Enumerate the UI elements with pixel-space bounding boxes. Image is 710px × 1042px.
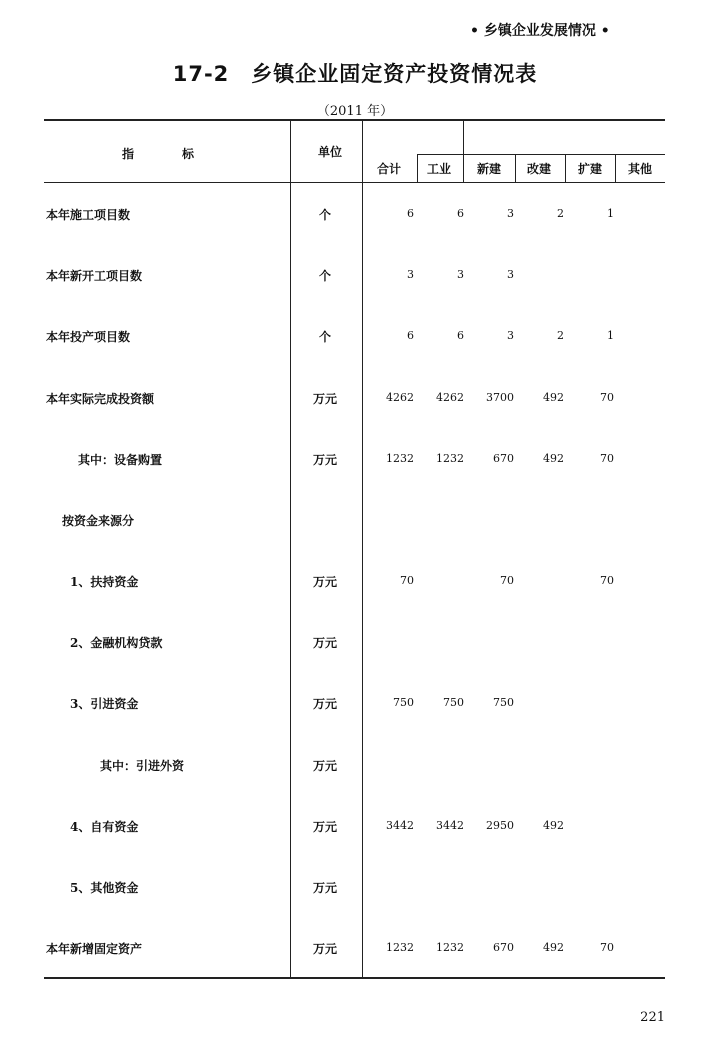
table-row (0, 326, 710, 346)
header-group-divider (463, 120, 464, 155)
col-header-total: 合计 (376, 162, 401, 176)
cell-expand: 70 (600, 941, 614, 954)
col-header-new: 新建 (476, 162, 501, 176)
cell-total: 4262 (386, 391, 414, 404)
row-unit: 万元 (312, 697, 337, 711)
row-label: 5、其他资金 (70, 881, 139, 895)
table-row (0, 816, 710, 836)
cell-total: 6 (407, 207, 414, 220)
row-label: 按资金来源分 (62, 514, 135, 528)
cell-renovate: 492 (543, 391, 564, 404)
cell-new: 3700 (486, 391, 514, 404)
cell-expand: 1 (607, 207, 614, 220)
cell-industry: 6 (457, 207, 464, 220)
table-row (0, 938, 710, 958)
row-unit: 万元 (312, 636, 337, 650)
col-header-other: 其他 (627, 162, 652, 176)
row-unit: 万元 (312, 575, 337, 589)
cell-new: 3 (507, 207, 514, 220)
cell-total: 1232 (386, 452, 414, 465)
row-label: 其中：引进外资 (100, 759, 185, 773)
cell-new: 670 (493, 941, 514, 954)
indicator-divider (290, 120, 291, 977)
header-bottom-rule (44, 182, 665, 183)
cell-total: 70 (400, 574, 414, 587)
row-unit: 万元 (312, 453, 337, 467)
table-bottom-rule (44, 977, 665, 979)
row-label: 本年实际完成投资额 (46, 392, 155, 406)
cell-total: 6 (407, 329, 414, 342)
table-row (0, 632, 710, 652)
table-row (0, 265, 710, 285)
cell-renovate: 2 (557, 329, 564, 342)
cell-renovate: 2 (557, 207, 564, 220)
row-unit: 个 (318, 208, 331, 222)
row-label: 本年施工项目数 (46, 208, 131, 222)
cell-expand: 70 (600, 574, 614, 587)
table-row (0, 449, 710, 469)
indicator-header: 指 标 (122, 147, 195, 161)
cell-new: 3 (507, 268, 514, 281)
table-row (0, 877, 710, 897)
cell-new: 670 (493, 452, 514, 465)
cell-total: 1232 (386, 941, 414, 954)
row-unit: 万元 (312, 881, 337, 895)
table-top-rule (44, 119, 665, 121)
cell-renovate: 492 (543, 819, 564, 832)
page-number: 221 (640, 1010, 665, 1025)
table-row (0, 388, 710, 408)
row-label: 4、自有资金 (70, 820, 139, 834)
row-label: 2、金融机构贷款 (70, 636, 163, 650)
year-label: （2011 年） (316, 104, 394, 119)
cell-new: 70 (500, 574, 514, 587)
col-header-industry: 工业 (426, 162, 451, 176)
table-row (0, 204, 710, 224)
row-label: 其中：设备购置 (78, 453, 163, 467)
row-unit: 个 (318, 330, 331, 344)
cell-renovate: 492 (543, 452, 564, 465)
row-unit: 万元 (312, 820, 337, 834)
cell-expand: 70 (600, 391, 614, 404)
cell-expand: 1 (607, 329, 614, 342)
section-header: • 乡镇企业发展情况 • (470, 23, 610, 39)
row-label: 本年投产项目数 (46, 330, 131, 344)
cell-new: 2950 (486, 819, 514, 832)
col-header-renovate: 改建 (526, 162, 551, 176)
cell-industry: 3442 (436, 819, 464, 832)
table-number: 17-2 (172, 62, 230, 86)
cell-renovate: 492 (543, 941, 564, 954)
row-label: 本年新开工项目数 (46, 269, 143, 283)
cell-industry: 4262 (436, 391, 464, 404)
row-unit: 万元 (312, 759, 337, 773)
cell-industry: 6 (457, 329, 464, 342)
page-title (0, 58, 710, 88)
row-label: 3、引进资金 (70, 697, 139, 711)
unit-divider (362, 120, 363, 977)
row-unit: 万元 (312, 392, 337, 406)
cell-new: 3 (507, 329, 514, 342)
cell-total: 750 (393, 696, 414, 709)
table-row (0, 571, 710, 591)
cell-new: 750 (493, 696, 514, 709)
subheader-rule (417, 154, 665, 155)
cell-industry: 3 (457, 268, 464, 281)
row-unit: 个 (318, 269, 331, 283)
table-row (0, 693, 710, 713)
cell-industry: 1232 (436, 452, 464, 465)
table-row (0, 510, 710, 530)
row-label: 本年新增固定资产 (46, 942, 143, 956)
col-header-expand: 扩建 (577, 162, 602, 176)
table-title: 乡镇企业固定资产投资情况表 (251, 62, 538, 86)
cell-total: 3442 (386, 819, 414, 832)
cell-total: 3 (407, 268, 414, 281)
table-row (0, 755, 710, 775)
cell-industry: 1232 (436, 941, 464, 954)
row-unit: 万元 (312, 942, 337, 956)
unit-header: 单位 (317, 145, 342, 159)
cell-expand: 70 (600, 452, 614, 465)
cell-industry: 750 (443, 696, 464, 709)
row-label: 1、扶持资金 (70, 575, 139, 589)
